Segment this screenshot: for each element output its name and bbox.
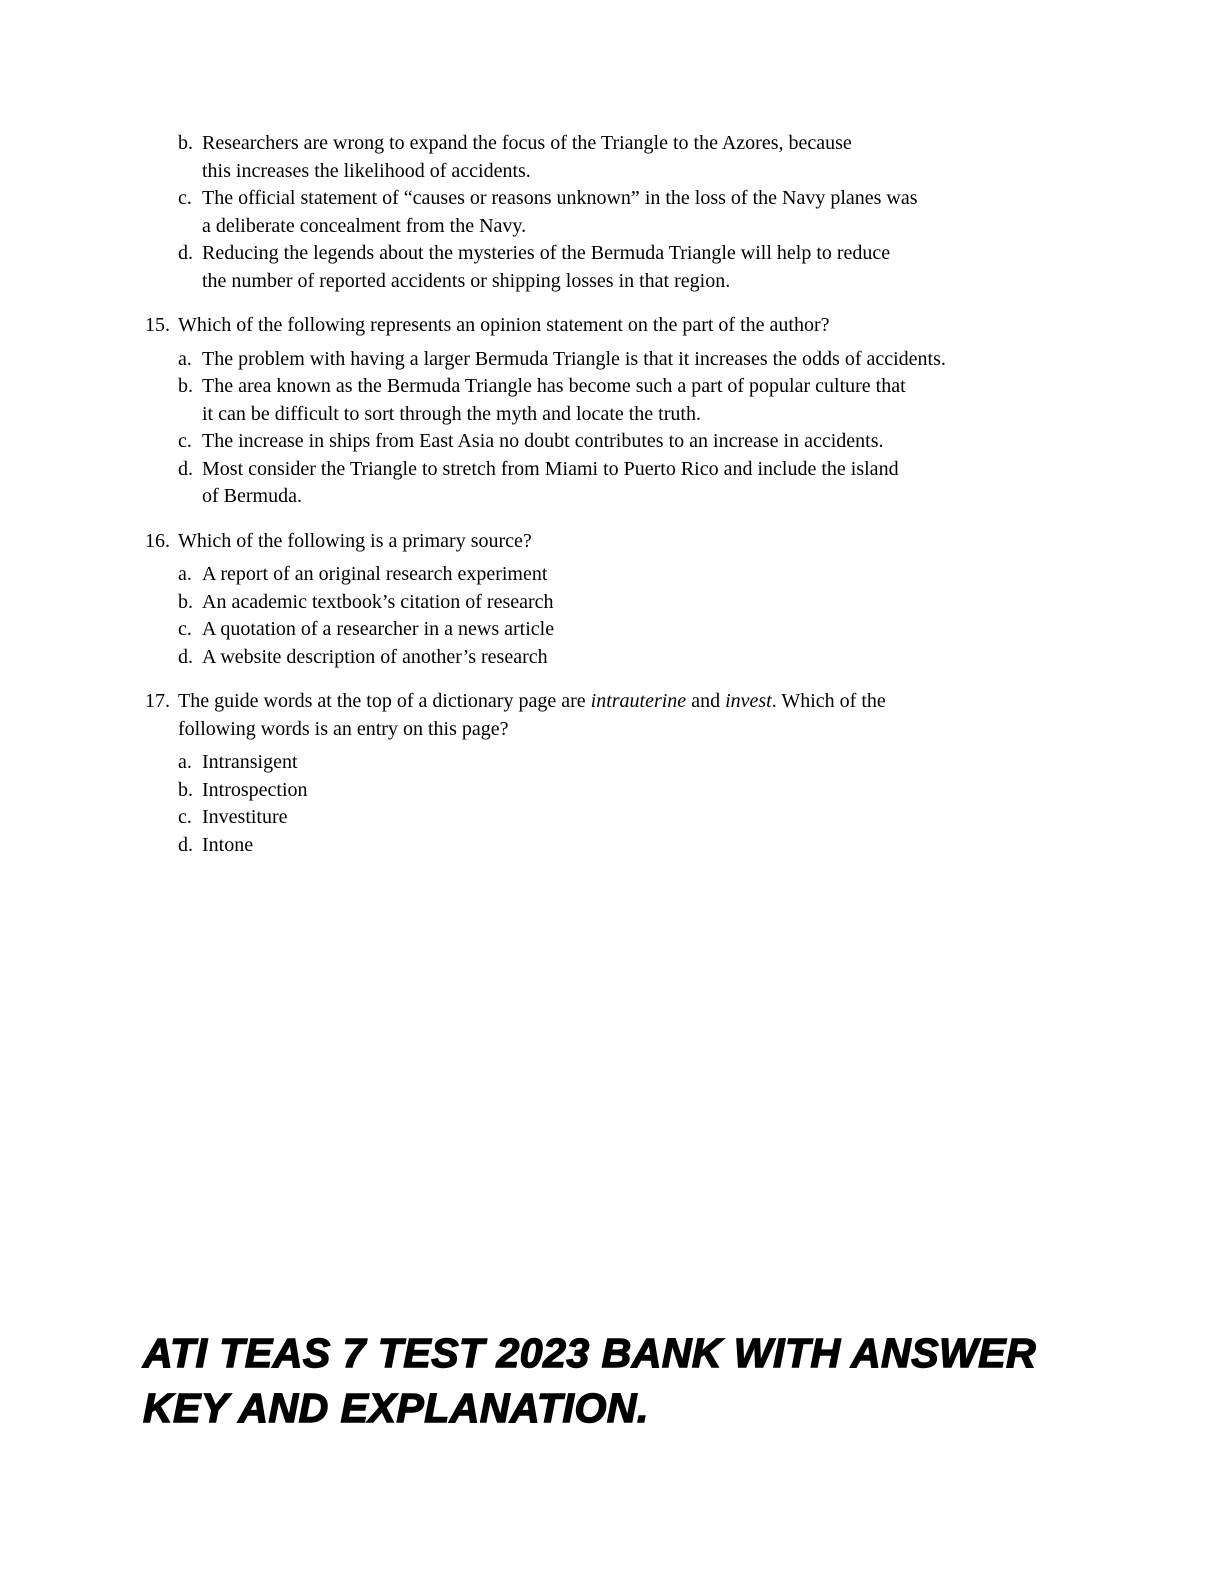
option-letter: d. [178,457,193,480]
option-text [202,644,1075,672]
question-text [178,688,1075,743]
question-content [145,130,1075,859]
text-segment: Researchers are wrong to expand the focus of the Triangle to the Azores, because [202,132,852,154]
answer-option [178,185,1075,240]
option-letter: c. [178,806,192,828]
option-text [202,589,1075,617]
text-segment: The problem with having a larger Bermuda Triangle is that it increases the odds of accidents. [202,347,946,370]
text-segment: Introspection [202,778,308,801]
option-text [202,240,1075,295]
italic-term: invest [725,690,772,712]
text-segment: A website description of another’s research [202,645,548,668]
text-segment: An academic textbook’s citation of research [202,590,554,613]
text-segment: Which of the following is a primary source? [178,529,532,552]
text-segment: The official statement of “causes or reasons unknown” in the loss of the Navy planes was [202,187,918,209]
document-title-line-2: KEY AND EXPLANATION. [143,1385,649,1431]
question-list [145,312,1075,859]
text-segment: it can be difficult to sort through the myth and locate the truth. [202,402,701,425]
option-text [202,456,1075,511]
text-segment: the number of reported accidents or shipping losses in that region. [202,269,731,292]
text-segment: a deliberate concealment from the Navy. [202,214,527,237]
document-title-line-1: ATI TEAS 7 TEST 2023 BANK WITH ANSWER [143,1330,1037,1376]
text-segment: following words is an entry on this page? [178,717,509,740]
answer-options [178,749,1075,859]
option-text [202,185,1075,240]
text-segment: The area known as the Bermuda Triangle has become such a part of popular culture that [202,375,906,397]
option-letter: b. [178,375,193,397]
option-text [202,561,1075,589]
text-segment: The increase in ships from East Asia no doubt contributes to an increase in accidents. [202,430,884,452]
text-segment: Reducing the legends about the mysteries of the Bermuda Triangle will help to reduce [202,242,891,264]
question-head [145,312,1075,340]
question-head [145,528,1075,556]
text-segment: of Bermuda. [202,485,302,507]
answer-options [178,346,1075,511]
question-head [145,688,1075,743]
option-letter: d. [178,242,193,264]
document-title [143,1326,1036,1436]
option-letter: c. [178,618,192,640]
text-segment: A quotation of a researcher in a news article [202,618,555,640]
answer-option [178,589,1075,617]
option-text [202,346,1075,374]
answer-option [178,240,1075,295]
answer-option [178,616,1075,644]
text-segment: Intone [202,833,254,856]
option-text [202,777,1075,805]
option-letter: a. [178,347,192,370]
option-letter: b. [178,132,193,154]
text-segment: this increases the likelihood of accidents. [202,159,531,182]
carryover-answer-options [178,130,1075,295]
question [145,528,1075,672]
option-letter: d. [178,645,193,668]
answer-option [178,456,1075,511]
text-segment: Intransigent [202,751,298,773]
option-text [202,804,1075,832]
answer-option [178,749,1075,777]
text-segment: The guide words at the top of a dictionary page are [178,690,591,712]
option-letter: c. [178,187,192,209]
option-text [202,749,1075,777]
text-segment: Which of the following represents an opinion statement on the part of the author? [178,314,830,336]
question-number: 17. [145,690,170,712]
answer-option [178,130,1075,185]
answer-option [178,832,1075,860]
option-letter: a. [178,751,192,773]
text-segment: and [686,690,726,712]
text-segment: Most consider the Triangle to stretch from Miami to Puerto Rico and include the island [202,457,899,480]
answer-option [178,777,1075,805]
answer-option [178,373,1075,428]
question-number: 16. [145,529,170,552]
option-letter: d. [178,833,193,856]
question-text [178,528,1075,556]
option-letter: b. [178,778,193,801]
option-letter: a. [178,563,192,585]
text-segment: Investiture [202,806,288,828]
italic-term: intrauterine [590,690,687,712]
option-text [202,428,1075,456]
answer-option [178,428,1075,456]
text-segment: A report of an original research experiment [202,563,548,585]
text-segment: . Which of the [771,690,886,712]
option-text [202,832,1075,860]
question [145,312,1075,511]
answer-option [178,561,1075,589]
option-text [202,616,1075,644]
question-text [178,312,1075,340]
answer-option [178,804,1075,832]
answer-options [178,561,1075,671]
option-letter: b. [178,590,193,613]
option-letter: c. [178,430,192,452]
question-number: 15. [145,314,170,336]
answer-option [178,346,1075,374]
option-text [202,130,1075,185]
question [145,688,1075,859]
option-text [202,373,1075,428]
answer-option [178,644,1075,672]
